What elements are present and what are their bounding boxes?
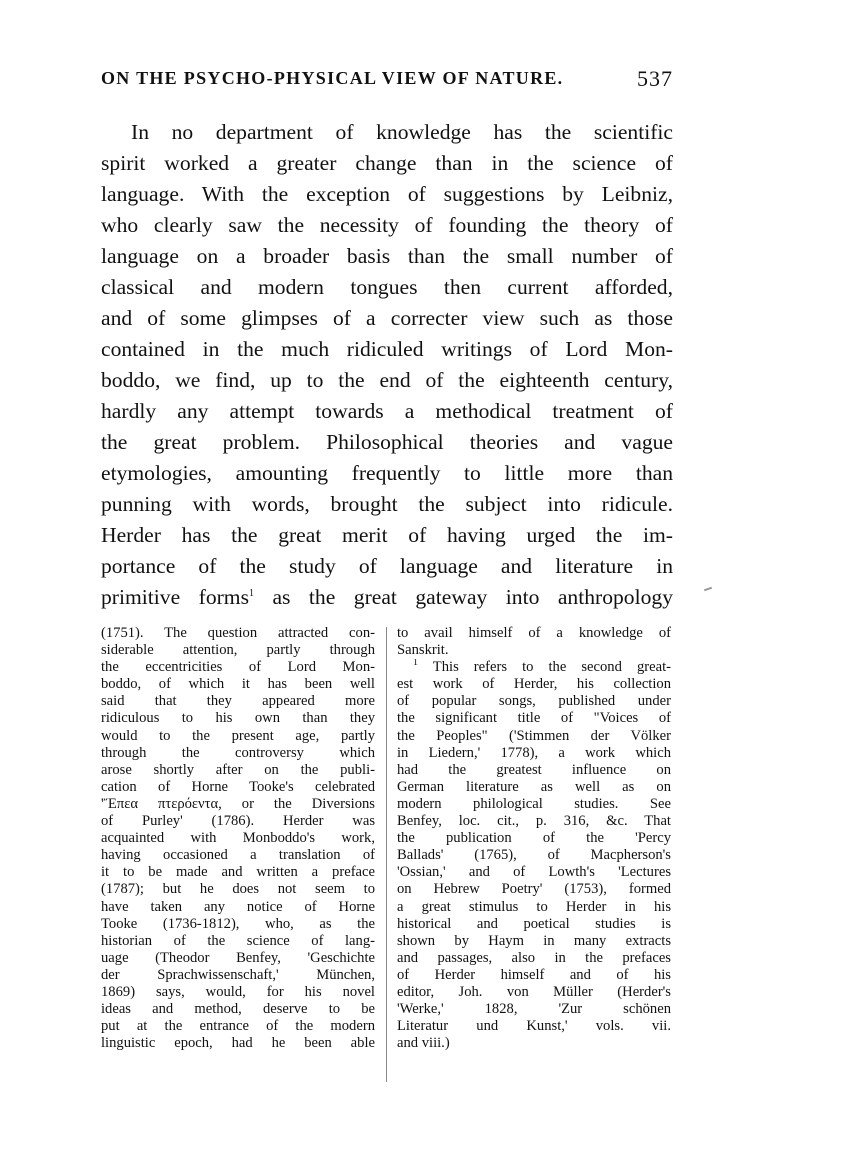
- footnote-ref: 1: [249, 587, 255, 599]
- footnote-line: Tooke (1736-1812), who, as the: [101, 915, 375, 932]
- footnote-line: through the controversy which: [101, 744, 375, 761]
- footnote-line: modern philological studies. See: [397, 795, 671, 812]
- margin-mark: [704, 587, 712, 592]
- text-line: In no department of knowledge has the scientific: [131, 120, 673, 144]
- footnote-line: would to the present age, partly: [101, 727, 375, 744]
- footnote-line: the eccentricities of Lord Mon-: [101, 659, 375, 676]
- footnote-line: editor, Joh. von Müller (Herder's: [397, 983, 671, 1000]
- footnote-line: est work of Herder, his collection: [397, 676, 671, 693]
- footnote-line: cation of Horne Tooke's celebrated: [101, 778, 375, 795]
- text-line: hardly any attempt towards a methodical treatment of: [101, 399, 673, 423]
- footnote-line: uage (Theodor Benfey, 'Geschichte: [101, 949, 375, 966]
- footnote-line: had the greatest influence on: [397, 761, 671, 778]
- text-line: etymologies, amounting frequently to little more than: [101, 461, 673, 485]
- footnote-line: German literature as well as on: [397, 778, 671, 795]
- running-head-title: ON THE PSYCHO-PHYSICAL VIEW OF NATURE.: [101, 68, 564, 88]
- footnote-1-start: [397, 659, 671, 676]
- footnote-line: boddo, of which it has been well: [101, 676, 375, 693]
- footnote-line: Ballads' (1765), of Macpherson's: [397, 847, 671, 864]
- footnote-line: said that they appeared more: [101, 693, 375, 710]
- footnote-line: der Sprachwissenschaft,' München,: [101, 966, 375, 983]
- running-header: [101, 66, 673, 92]
- footnote-number: 1: [413, 659, 418, 669]
- footnote-column-right: [397, 625, 671, 1052]
- footnote-line: historical and poetical studies is: [397, 915, 671, 932]
- footnote-line: on Hebrew Poetry' (1753), formed: [397, 881, 671, 898]
- footnote-line: in Liedern,' 1778), a work which: [397, 744, 671, 761]
- footnote-line: ideas and method, deserve to be: [101, 1001, 375, 1018]
- footnote-line: Benfey, loc. cit., p. 316, &c. That: [397, 813, 671, 830]
- text-line: who clearly saw the necessity of founding the theory of: [101, 213, 673, 237]
- footnote-line: of popular songs, published under: [397, 693, 671, 710]
- footnote-line: having occasioned a translation of: [101, 847, 375, 864]
- text-line: classical and modern tongues then current afforded,: [101, 275, 673, 299]
- footnote-line: and passages, also in the prefaces: [397, 949, 671, 966]
- text-line: and of some glimpses of a correcter view such as those: [101, 306, 673, 330]
- footnote-line: 'Ossian,' and of Lowth's 'Lectures: [397, 864, 671, 881]
- footnote-line: the significant title of "Voices of: [397, 710, 671, 727]
- text-line: language on a broader basis than the small number of: [101, 244, 673, 268]
- footnote-line: have taken any notice of Horne: [101, 898, 375, 915]
- footnote-line: siderable attention, partly through: [101, 642, 375, 659]
- text-line: boddo, we find, up to the end of the eighteenth century,: [101, 368, 673, 392]
- column-divider: [386, 627, 387, 1082]
- footnote-line: historian of the science of lang-: [101, 932, 375, 949]
- footnote-line: the publication of the 'Percy: [397, 830, 671, 847]
- main-text: [101, 117, 673, 613]
- text-line: portance of the study of language and literature in: [101, 554, 673, 578]
- footnote-line: 'Ἔπεα πτερόεντα, or the Diversions: [101, 795, 375, 812]
- footnote-line: of Herder himself and of his: [397, 966, 671, 983]
- footnote-line: 1869) says, would, for his novel: [101, 983, 375, 1000]
- text-line: language. With the exception of suggestions by Leibniz,: [101, 182, 673, 206]
- footnote-line: linguistic epoch, had he been able: [101, 1035, 375, 1052]
- footnote-line: (1787); but he does not seem to: [101, 881, 375, 898]
- footnote-line: acquainted with Monboddo's work,: [101, 830, 375, 847]
- footnote-line: ridiculous to his own than they: [101, 710, 375, 727]
- text-line: contained in the much ridiculed writings of Lord Mon-: [101, 337, 673, 361]
- footnote-line: and viii.): [397, 1035, 450, 1052]
- footnote-line: of Purley' (1786). Herder was: [101, 813, 375, 830]
- footnote-line: put at the entrance of the modern: [101, 1018, 375, 1035]
- text-line: Herder has the great merit of having urged the im-: [101, 523, 673, 547]
- text-line: spirit worked a greater change than in the science of: [101, 151, 673, 175]
- text-line: punning with words, brought the subject into ridicule.: [101, 492, 673, 516]
- footnote-text: This refers to the second great-: [432, 659, 671, 676]
- footnote-line: the Peoples" ('Stimmen der Völker: [397, 727, 671, 744]
- footnote-line: (1751). The question attracted con-: [101, 625, 375, 641]
- footnote-line: it to be made and written a preface: [101, 864, 375, 881]
- page-number: 537: [637, 66, 673, 91]
- footnote-line: to avail himself of a knowledge of: [397, 625, 671, 641]
- footnote-column-left: [101, 625, 375, 1052]
- text-line-last: [101, 582, 673, 613]
- footnote-line: Literatur und Kunst,' vols. vii.: [397, 1018, 671, 1035]
- footnote-line: 'Werke,' 1828, 'Zur schönen: [397, 1001, 671, 1018]
- footnote-line: shown by Haym in many extracts: [397, 932, 671, 949]
- footnote-line: a great stimulus to Herder in his: [397, 898, 671, 915]
- text-fragment: primitive forms: [101, 585, 250, 609]
- text-fragment: as the great gateway into anthropology: [254, 585, 673, 609]
- footnote-line: arose shortly after on the publi-: [101, 761, 375, 778]
- text-line: the great problem. Philosophical theories and vague: [101, 430, 673, 454]
- footnote-line: Sanskrit.: [397, 642, 449, 659]
